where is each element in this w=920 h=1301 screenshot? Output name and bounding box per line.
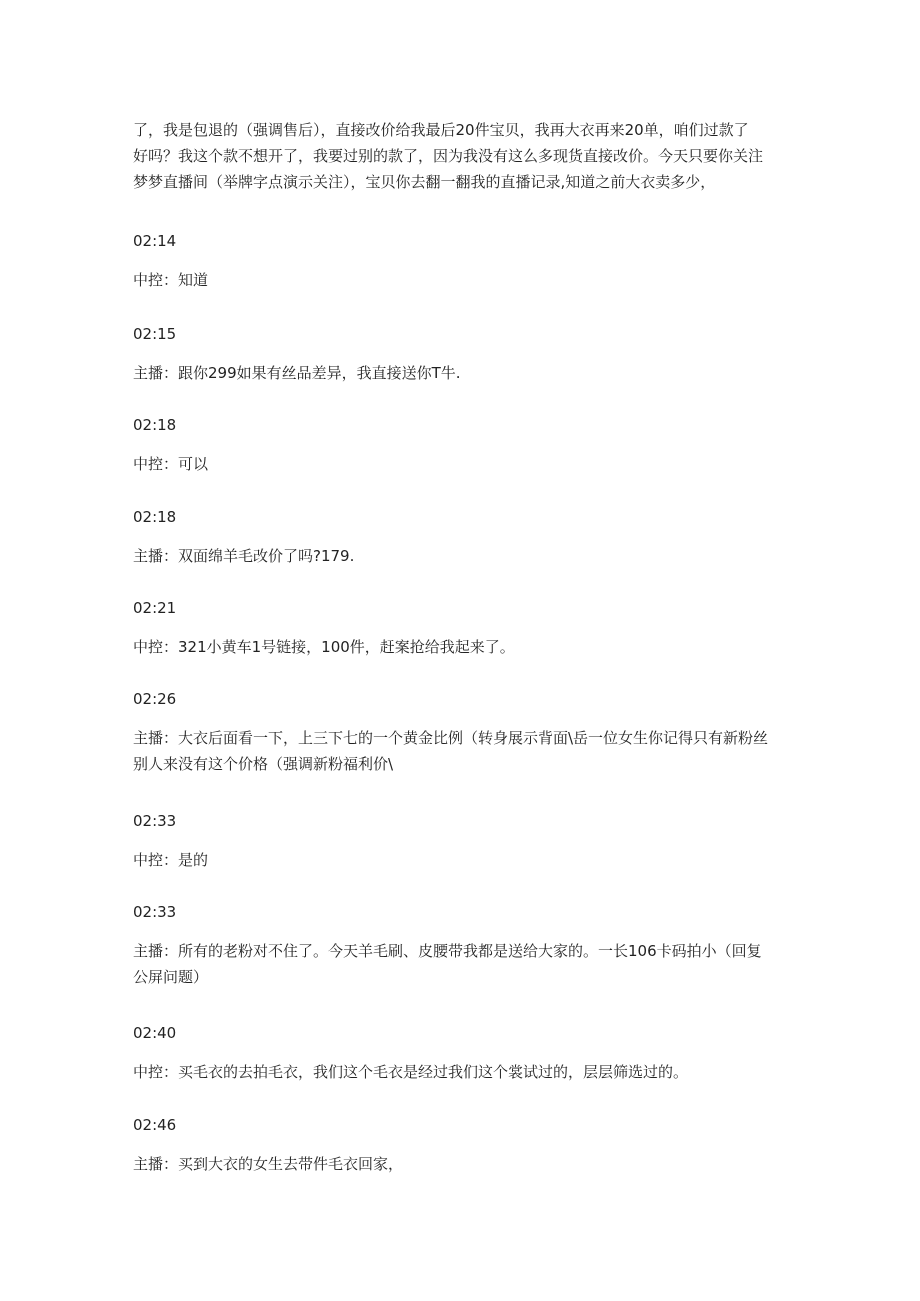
timestamp: 02:14 <box>133 232 177 250</box>
timestamp: 02:40 <box>133 1024 177 1042</box>
speech-line: 中控：知道 <box>133 271 209 289</box>
intro-line: 了，我是包退的（强调售后），直接改价给我最后20件宝贝，我再大衣再来20单，咱们过款了 <box>133 121 749 139</box>
speech-line: 中控：买毛衣的去拍毛衣，我们这个毛衣是经过我们这个裳试过的，层层筛选过的。 <box>133 1063 689 1081</box>
transcript-entry <box>133 506 803 569</box>
timestamp: 02:26 <box>133 690 177 708</box>
transcript-entry <box>133 414 803 477</box>
speech-line: 公屏问题） <box>133 968 209 986</box>
speech-line: 主播：所有的老粉对不住了。今天羊毛刷、皮腰带我都是送给大家的。一长106卡码拍小（回复 <box>133 942 762 960</box>
timestamp: 02:46 <box>133 1116 177 1134</box>
timestamp: 02:18 <box>133 416 177 434</box>
transcript-entry <box>133 1022 803 1085</box>
speech-line: 主播：双面绵羊毛改价了吗?179. <box>133 547 355 565</box>
transcript-entry <box>133 597 803 660</box>
speech-line: 主播：跟你299如果有丝品差异，我直接送你T牛. <box>133 364 461 382</box>
intro-line: 好吗？我这个款不想开了，我要过别的款了，因为我没有这么多现货直接改价。今天只要你关注 <box>133 147 764 165</box>
timestamp: 02:15 <box>133 325 177 343</box>
transcript-entry <box>133 1114 803 1177</box>
transcript-entry <box>133 230 803 293</box>
timestamp: 02:33 <box>133 812 177 830</box>
intro-paragraph <box>133 117 803 195</box>
timestamp: 02:21 <box>133 599 177 617</box>
transcript-entry <box>133 323 803 386</box>
speech-line: 主播：大衣后面看一下，上三下七的一个黄金比例（转身展示背面\岳一位女生你记得只有新粉丝 <box>133 729 769 747</box>
timestamp: 02:33 <box>133 903 177 921</box>
speech-line: 别人来没有这个价格（强调新粉福利价\ <box>133 755 394 773</box>
transcript-entry <box>133 901 803 990</box>
speech-line: 中控：321小黄车1号链接，100件，赶案抢给我起来了。 <box>133 638 515 656</box>
transcript-entry <box>133 688 803 777</box>
speech-line: 主播：买到大衣的女生去带件毛衣回家， <box>133 1155 404 1173</box>
intro-line: 梦梦直播间（举牌字点演示关注），宝贝你去翻一翻我的直播记录,知道之前大衣卖多少， <box>133 173 716 191</box>
speech-line: 中控：是的 <box>133 851 209 869</box>
transcript-entry <box>133 810 803 873</box>
timestamp: 02:18 <box>133 508 177 526</box>
speech-line: 中控：可以 <box>133 455 209 473</box>
